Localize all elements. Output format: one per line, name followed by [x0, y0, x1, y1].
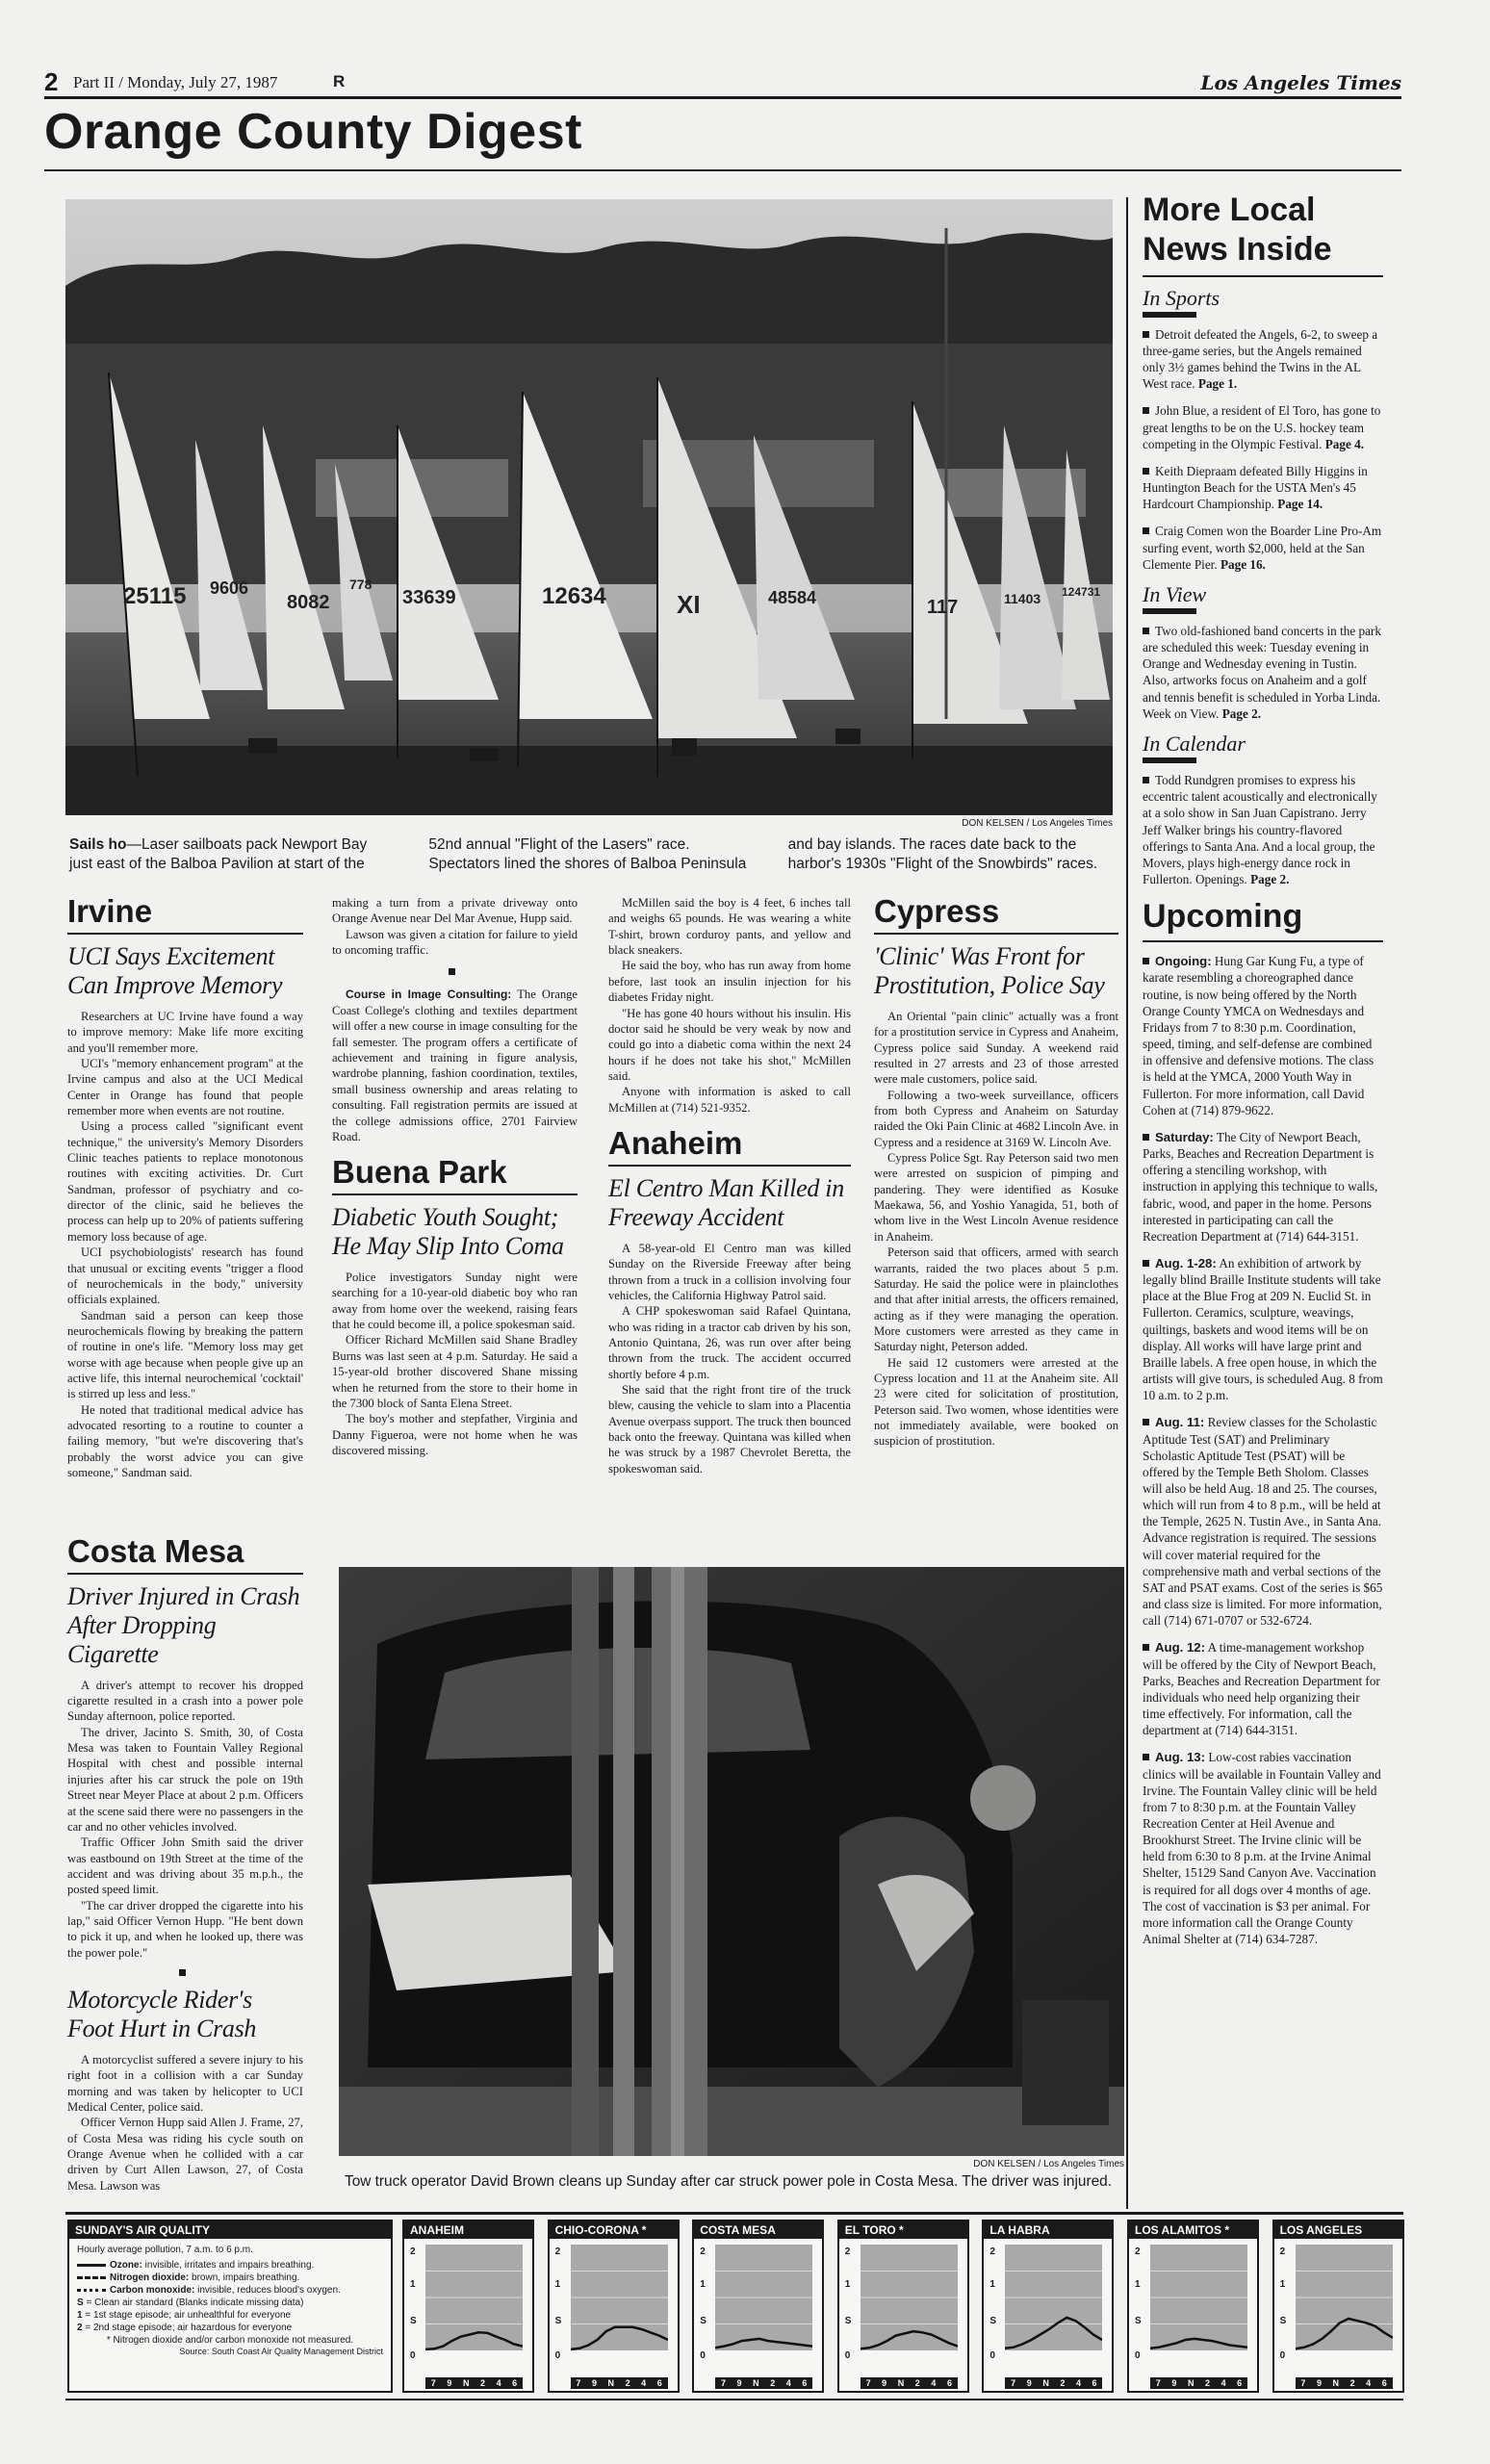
bottom-photo-credit: DON KELSEN / Los Angeles Times — [973, 2159, 1124, 2169]
aq-x-tick: N — [1332, 2378, 1340, 2388]
aq-x-tick: N — [1042, 2378, 1049, 2388]
aq-x-tick: 2 — [914, 2378, 920, 2388]
aq-x-tick: 2 — [1205, 2378, 1211, 2388]
aq-x-tick: 9 — [736, 2378, 742, 2388]
cypress-para: Cypress Police Sgt. Ray Peterson said two men were arrested on suspicion of pimping and pandering. They were identified as Kosuke Maekawa, 56, and Yoshio Yanagida, 51, both of whom live in the West Lincoln Avenue residence in Anaheim. — [874, 1151, 1118, 1244]
aq-x-tick: 4 — [496, 2378, 501, 2388]
title-rule — [44, 169, 1401, 171]
sidebar-item: Keith Diepraam defeated Billy Higgins in Huntington Beach for the USTA Men's 45 Hardcourt Championship. Page 14. — [1143, 463, 1368, 512]
aq-y-tick: 0 — [989, 2350, 995, 2361]
sidebar-title: More Local News Inside — [1143, 191, 1383, 277]
column-2 — [332, 895, 578, 1458]
aq-legend-ozone: Ozone: invisible, irritates and impairs breathing. — [77, 2259, 383, 2272]
aq-y-tick: S — [1279, 2316, 1287, 2326]
aq-x-tick: 7 — [720, 2378, 726, 2388]
aq-plot — [571, 2245, 668, 2364]
aq-x-axis — [425, 2377, 523, 2389]
aq-x-tick: 4 — [1075, 2378, 1081, 2388]
aq-station-name: CHIO-CORONA * — [550, 2221, 678, 2239]
upcoming-item: Saturday: The City of Newport Beach, Parks, Beaches and Recreation Department is offering a stenciling workshop, with instruction in applying this technique to walls, fabric, wood, and paper in the home. Persons interested in participating can call the Recreation Department at (714) 644-3151. — [1143, 1129, 1378, 1244]
aq-x-tick: 7 — [1155, 2378, 1161, 2388]
sidebar-item: Two old-fashioned band concerts in the park are scheduled this week: Tuesday evening in Orange and Wednesday evening in Tustin. Also, artworks focus on Anaheim and a golf and tennis benefit is scheduled in Yorba Linda. Week on View. Page 2. — [1143, 624, 1381, 721]
aq-x-tick: 9 — [882, 2378, 887, 2388]
cypress-head: Cypress — [874, 895, 1118, 935]
anaheim-para: A CHP spokeswoman said Rafael Quintana, who was riding in a tractor cab driven by his son, Antonio Quintana, 26, was run over after being thrown from the truck. The accident occurred shortly before 4 p.m. — [608, 1304, 851, 1381]
sidebar — [1143, 191, 1383, 1958]
aq-y-tick: 1 — [1135, 2279, 1141, 2290]
aq-x-tick: 6 — [512, 2378, 518, 2388]
aq-title: SUNDAY'S AIR QUALITY — [69, 2221, 391, 2239]
bottom-photo-caption: Tow truck operator David Brown cleans up Sunday after car struck power pole in Costa Mesa. The driver was injured. — [345, 2173, 1112, 2190]
aq-station-chart — [548, 2220, 680, 2393]
aq-y-tick: 2 — [1135, 2246, 1141, 2257]
sidebar-item: John Blue, a resident of El Toro, has gone to great lengths to be on the U.S. hockey team competing in the Olympic Festival. Page 4. — [1143, 403, 1381, 451]
irvine-headline: UCI Says Excitement Can Improve Memory — [67, 942, 283, 999]
sail-number: 117 — [927, 597, 959, 618]
costa-mesa-cont-para: Lawson was given a citation for failure to yield to oncoming traffic. — [332, 927, 578, 958]
aq-x-tick: 2 — [1349, 2378, 1355, 2388]
aq-station-chart — [402, 2220, 534, 2393]
aq-x-tick: N — [607, 2378, 615, 2388]
aq-y-tick: 1 — [989, 2279, 995, 2290]
costa-mesa-para: "The car driver dropped the cigarette into his lap," said Officer Vernon Hupp. "He bent down to pick it up, and when he looked up, there was the power pole." — [67, 1898, 303, 1960]
aq-x-tick: 6 — [1092, 2378, 1097, 2388]
buena-park-head: Buena Park — [332, 1156, 578, 1195]
aq-y-tick: 0 — [410, 2350, 416, 2361]
aq-x-tick: 2 — [480, 2378, 486, 2388]
aq-x-tick: 7 — [576, 2378, 581, 2388]
buena-park-cont-para: He said the boy, who has run away from home before, last took an insulin injection for his diabetes Friday night. — [608, 959, 851, 1005]
buena-park-cont-para: Anyone with information is asked to call McMillen at (714) 521-9352. — [608, 1085, 851, 1115]
aq-station-name: EL TORO * — [839, 2221, 967, 2239]
aq-x-tick: 7 — [865, 2378, 871, 2388]
aq-x-axis — [861, 2377, 958, 2389]
in-view-label: In View — [1143, 581, 1207, 606]
aq-y-tick: 2 — [989, 2246, 995, 2257]
sail-number: 9606 — [210, 578, 249, 598]
aq-legend-no2: Nitrogen dioxide: brown, impairs breathing. — [77, 2272, 383, 2284]
sail-number: 33639 — [402, 587, 456, 608]
aq-x-axis — [1296, 2377, 1393, 2389]
aq-legend-co: Carbon monoxide: invisible, reduces blood's oxygen. — [77, 2284, 383, 2297]
sidebar-item: Detroit defeated the Angels, 6-2, to sweep a three-game series, but the Angels remained only 3½ games behind the Twins in the AL West race. Page 1. — [1143, 326, 1378, 392]
section-divider — [332, 963, 578, 981]
course-item — [332, 987, 578, 1144]
top-photo-caption — [69, 835, 1113, 875]
aq-x-tick: 9 — [1026, 2378, 1032, 2388]
aq-y-tick: S — [410, 2316, 417, 2326]
aq-legend-box — [67, 2220, 393, 2393]
aq-x-tick: 4 — [641, 2378, 647, 2388]
aq-plot — [1005, 2245, 1102, 2364]
tow-truck-photo — [339, 1567, 1124, 2156]
aq-y-tick: 1 — [700, 2279, 706, 2290]
aq-x-tick: 4 — [931, 2378, 937, 2388]
aq-source: Source: South Coast Air Quality Management District — [179, 2347, 383, 2356]
aq-plot — [1150, 2245, 1247, 2364]
upcoming-item: Ongoing: Hung Gar Kung Fu, a type of karate resembling a choreographed dance routine, is now being offered by the North Orange County YMCA on Wednesdays and Fridays from 7 to 8:30 p.m. Coordination, speed, timing, and self-defense are combined in offensive and defensive motions. The class is held at the YMCA, 2000 Youth Way in Fullerton. For more information, call David Cohen at (714) 879-9622. — [1143, 954, 1374, 1117]
aq-x-tick: 9 — [1316, 2378, 1322, 2388]
header-rule — [44, 96, 1401, 99]
aq-station-chart — [982, 2220, 1114, 2393]
caption-body: —Laser sailboats pack Newport Bay just east of the Balboa Pavilion at start of the 52nd annual "Flight of the Lasers" race. Spectators lined the shores of Balboa Peninsula and bay islands. The races date back to the harbor's 1930s "Flight of the Snowbirds" races. — [69, 836, 1098, 873]
cypress-section — [874, 895, 1118, 1450]
aq-y-tick: 2 — [554, 2246, 561, 2257]
aq-x-tick: 4 — [1366, 2378, 1372, 2388]
aq-y-tick: 1 — [410, 2279, 416, 2290]
cypress-para: Following a two-week surveillance, officers from both Cypress and Anaheim on Saturday raided the Oki Pain Clinic at 4682 Lincoln Ave. in Cypress and a residence at 3169 W. Lincoln Ave. — [874, 1088, 1118, 1149]
aq-plot — [425, 2245, 523, 2364]
aq-plot — [861, 2245, 958, 2364]
upcoming-title: Upcoming — [1143, 898, 1383, 942]
aq-station-name: LA HABRA — [984, 2221, 1112, 2239]
newspaper-nameplate: Los Angeles Times — [1200, 71, 1401, 94]
column-3 — [608, 895, 851, 1476]
anaheim-headline: El Centro Man Killed in Freeway Accident — [608, 1174, 844, 1231]
upcoming-item: Aug. 12: A time-management workshop will be offered by the City of Newport Beach, Parks, Beaches and Recreation Department for individuals who need help organizing their time effectively. For information, call the department at (714) 644-3151. — [1143, 1640, 1380, 1738]
irvine-head: Irvine — [67, 895, 303, 935]
aq-bottom-rule — [65, 2399, 1403, 2400]
cypress-para: An Oriental "pain clinic" actually was a front for a prostitution service in Cypress and Anaheim, Cypress police said Sunday. A weekend raid resulted in 27 arrests and 23 of those arrested were male customers, police said. — [874, 1009, 1118, 1087]
folio: Part II / Monday, July 27, 1987 — [73, 73, 278, 91]
aq-x-tick: 6 — [946, 2378, 952, 2388]
aq-x-axis — [715, 2377, 812, 2389]
aq-station-chart — [692, 2220, 824, 2393]
sail-number: 11403 — [1004, 591, 1041, 606]
sail-number: 25115 — [123, 583, 187, 609]
aq-station-chart — [1127, 2220, 1259, 2393]
aq-top-rule — [65, 2212, 1403, 2215]
aq-y-tick: S — [554, 2316, 562, 2326]
aq-hours: Hourly average pollution, 7 a.m. to 6 p.m. — [77, 2245, 253, 2255]
in-calendar-label: In Calendar — [1143, 731, 1246, 756]
aq-x-axis — [1150, 2377, 1247, 2389]
aq-x-tick: 4 — [785, 2378, 791, 2388]
sail-number: 778 — [349, 577, 372, 592]
anaheim-head: Anaheim — [608, 1127, 851, 1167]
aq-station-name: COSTA MESA — [694, 2221, 822, 2239]
sidebar-divider — [1126, 197, 1128, 2209]
aq-x-tick: 6 — [802, 2378, 808, 2388]
aq-x-tick: 9 — [591, 2378, 597, 2388]
aq-station-name: LOS ANGELES — [1274, 2221, 1402, 2239]
cypress-para: He said 12 customers were arrested at the Cypress location and 11 at the Anaheim site. All 23 were cited for solicitation of prostitution, Peterson said. Two women, whose identities were not immediately available, were booked on suspicion of prostitution. — [874, 1355, 1118, 1449]
aq-scale-2: 2 = 2nd stage episode; air hazardous for everyone — [77, 2323, 293, 2333]
aq-y-tick: 0 — [700, 2350, 706, 2361]
irvine-para: Sandman said a person can keep those neurochemicals flowing by breaking the pattern of routine in one's life. "Memory loss may get worse with age because when people give up an active life, this internal neurochemical 'cocktail' is stirred up less and less." — [67, 1308, 303, 1401]
aq-x-tick: N — [753, 2378, 759, 2388]
edition-mark: R — [333, 72, 346, 90]
anaheim-para: She said that the right front tire of the truck blew, causing the vehicle to slam into a Placentia Avenue overpass support. The truck then bounced back onto the freeway. Quintana was killed when he was struck by a 1987 Chevrolet Beretta, the spokeswoman said. — [608, 1383, 851, 1476]
anaheim-para: A 58-year-old El Centro man was killed Sunday on the Riverside Freeway after being thrown from a truck in a collision involving four vehicles, the California Highway Patrol said. — [608, 1241, 851, 1302]
course-lead: Course in Image Consulting: — [346, 988, 512, 1002]
upcoming-item: Aug. 11: Review classes for the Scholastic Aptitude Test (SAT) and Preliminary Scholastic Aptitude Test (PSAT) will be offered by the Temple Beth Sholom. Classes will also be held Aug. 18 and 25. The courses, which will run from 4 to 8 p.m., will be held at the Temple, 2625 N. Tustin Ave., in Santa Ana. Advance registration is required. The sessions will cover material required for the comprehensive math and verbal sections of the SAT and PSAT exams. Cost of the series is $65 and class size is limited. For more information, call (714) 671-0707 or 532-6724. — [1143, 1415, 1383, 1629]
rule-bar — [1143, 608, 1196, 614]
aq-x-tick: 2 — [770, 2378, 776, 2388]
aq-y-tick: 2 — [410, 2246, 416, 2257]
aq-plot — [1296, 2245, 1393, 2364]
aq-y-tick: S — [700, 2316, 706, 2326]
sailboats-photo — [65, 199, 1113, 815]
sail-number: 8082 — [287, 592, 330, 613]
aq-plot — [715, 2245, 812, 2364]
aq-y-tick: S — [989, 2316, 997, 2326]
irvine-para: Researchers at UC Irvine have found a way to improve memory: Make life more exciting and you'll remember more. — [67, 1009, 303, 1055]
aq-x-tick: 9 — [1171, 2378, 1177, 2388]
irvine-section — [67, 895, 303, 1481]
aq-station-name: ANAHEIM — [404, 2221, 532, 2239]
irvine-para: Using a process called "significant event technique," the university's Memory Disorders Clinic teaches patients to replace monotonous routines with exciting activities. Dr. Curt Sandman, professor of psychiatry and co-director of the clinic, said he believes the process can help up to 20% of patients suffering memory loss because of age. — [67, 1119, 303, 1244]
aq-x-tick: 7 — [430, 2378, 436, 2388]
sail-number: 124731 — [1062, 585, 1101, 599]
costa-mesa-para: The driver, Jacinto S. Smith, 30, of Costa Mesa was taken to Fountain Valley Regional Hospital with chest and possible internal injuries after his car struck the pole on 19th Street near Meyer Place at about 2 p.m. Officers at the scene said there were no passengers in the car and no other vehicles involved. — [67, 1725, 303, 1834]
costa-mesa-para: A driver's attempt to recover his dropped cigarette resulted in a crash into a power pole Sunday afternoon, police reported. — [67, 1678, 303, 1724]
sail-number: 12634 — [542, 583, 606, 609]
aq-y-tick: 2 — [844, 2246, 851, 2257]
sail-number: 48584 — [768, 588, 817, 607]
costa-mesa-head: Costa Mesa — [67, 1535, 303, 1575]
aq-y-tick: 0 — [1135, 2350, 1141, 2361]
aq-x-tick: N — [897, 2378, 905, 2388]
buena-park-para: Police investigators Sunday night were searching for a 10-year-old diabetic boy who ran away from home over the weekend, raising fears that he could become ill, a police spokesman said. — [332, 1270, 578, 1332]
aq-x-axis — [1005, 2377, 1102, 2389]
aq-footnote: * Nitrogen dioxide and/or carbon monoxide not measured. — [106, 2335, 354, 2346]
aq-y-tick: S — [1135, 2316, 1142, 2326]
caption-lead: Sails ho — [69, 836, 127, 853]
aq-x-tick: 2 — [625, 2378, 630, 2388]
aq-x-tick: 7 — [1300, 2378, 1306, 2388]
buena-park-cont-para: McMillen said the boy is 4 feet, 6 inches tall and weighs 65 pounds. He was wearing a white T-shirt, brown corduroy pants, and yellow and black sneakers. — [608, 896, 851, 958]
aq-y-tick: 0 — [554, 2350, 561, 2361]
aq-y-tick: 0 — [844, 2350, 851, 2361]
page-number: 2 — [44, 67, 59, 96]
page-header — [44, 65, 1401, 98]
aq-scale-1: 1 = 1st stage episode; air unhealthful for everyone — [77, 2310, 292, 2321]
costa-mesa-headline-2: Motorcycle Rider's Foot Hurt in Crash — [67, 1986, 257, 2043]
course-body: The Orange Coast College's clothing and textiles department will offer a new course in image consulting for the fall semester. The program offers a certificate of achievement and training in figure analysis, wardrobe planning, fashion coordination, textiles, small business ownership and areas relating to consulting. Fall registration permits are issued at the college admissions office, 2701 Fairview Road. — [332, 988, 578, 1143]
aq-x-tick: N — [462, 2378, 470, 2388]
sidebar-item: Todd Rundgren promises to express his eccentric talent acoustically and electronically at a solo show in San Juan Capistrano. Jerry Jeff Walker brings his country-flavored offerings to Santa Ana. And a local group, the Movers, plays high-energy dance rock in Fullerton. Openings. Page 2. — [1143, 773, 1377, 887]
tow-truck-photo-art — [339, 1567, 1124, 2156]
aq-x-tick: 7 — [1011, 2378, 1016, 2388]
costa-mesa-para: Officer Vernon Hupp said Allen J. Frame, 27, of Costa Mesa was riding his cycle south on Orange Avenue when he collided with a car driven by Curt Allen Lawson, 27, of Costa Mesa. Lawson was — [67, 2116, 303, 2193]
costa-mesa-para: A motorcyclist suffered a severe injury to his right foot in a collision with a car Sunday morning and was taken by helicopter to UCI Medical Center, police said. — [67, 2052, 303, 2114]
rule-bar — [1143, 312, 1196, 318]
aq-station-chart — [1272, 2220, 1404, 2393]
aq-y-tick: 0 — [1279, 2350, 1286, 2361]
costa-mesa-headline-1: Driver Injured in Crash After Dropping Cigarette — [67, 1582, 300, 1668]
section-title: Orange County Digest — [44, 104, 582, 160]
aq-x-axis — [571, 2377, 668, 2389]
sail-number: XI — [677, 590, 701, 619]
upcoming-item: Aug. 1-28: An exhibition of artwork by legally blind Braille Institute students will take place at the Blue Frog at 209 N. Euclid St. in Fullerton. Ceramics, sculpture, weavings, quiltings, baskets and wood items will be on display. All works will have large print and Braille labels. A free open house, in which the artists will give tours, is scheduled Aug. 8 from 10 a.m. to 2 p.m. — [1143, 1255, 1383, 1403]
buena-park-cont-para: "He has gone 40 hours without his insulin. His doctor said he should be very weak by now and could go into a diabetic coma within the next 24 hours if he does not take his shot," McMillen said. — [608, 1006, 851, 1083]
buena-park-headline: Diabetic Youth Sought; He May Slip Into Coma — [332, 1203, 564, 1261]
aq-x-tick: 9 — [447, 2378, 452, 2388]
aq-y-tick: 2 — [1279, 2246, 1286, 2257]
aq-y-tick: S — [844, 2316, 852, 2326]
aq-x-tick: N — [1187, 2378, 1195, 2388]
cypress-headline: 'Clinic' Was Front for Prostitution, Police Say — [874, 942, 1105, 999]
rule-bar — [1143, 757, 1196, 763]
upcoming-item: Aug. 13: Low-cost rabies vaccination clinics will be available in Fountain Valley and Irvine. The Fountain Valley clinic will be held from 7 to 8:30 p.m. at the Fountain Valley Recreation Center at Heil Avenue and Brookhurst Street. The Irvine clinic will be held from 6:30 to 8 p.m. at the Irvine Animal Shelter, 15129 Sand Canyon Ave. Vaccination is required for all dogs over 4 months of age. The cost of vaccination is $3 per animal. For more information call the Orange County Animal Shelter at (714) 634-7287. — [1143, 1750, 1381, 1947]
aq-y-tick: 2 — [700, 2246, 706, 2257]
aq-x-tick: 6 — [656, 2378, 662, 2388]
sidebar-item: Craig Comen won the Boarder Line Pro-Am surfing event, worth $2,000, held at the San Clemente Pier. Page 16. — [1143, 524, 1382, 572]
buena-park-para: Officer Richard McMillen said Shane Bradley Burns was last seen at 4 p.m. Saturday. He said a 15-year-old brother discovered Shane missing when he returned from the store to their home in the 7300 block of Santa Elena Street. — [332, 1333, 578, 1410]
aq-station-chart — [837, 2220, 969, 2393]
aq-x-tick: 2 — [1060, 2378, 1066, 2388]
irvine-para: UCI's "memory enhancement program" at the Irvine campus and also at the UCI Medical Center in Orange has found that people remember more when events are not routine. — [67, 1056, 303, 1117]
aq-scale-s: S = Clean air standard (Blanks indicate missing data) — [77, 2297, 304, 2308]
aq-y-tick: 1 — [844, 2279, 851, 2290]
sailboats-photo-art — [65, 199, 1113, 815]
costa-mesa-para: Traffic Officer John Smith said the driver was eastbound on 19th Street at the time of the accident and was driving about 35 m.p.h., the posted speed limit. — [67, 1835, 303, 1897]
section-divider — [67, 1964, 303, 1982]
in-sports-label: In Sports — [1143, 285, 1220, 310]
aq-x-tick: 6 — [1381, 2378, 1387, 2388]
irvine-para: UCI psychobiologists' research has found that unusual or exciting events "trigger a flood of neurochemicals in the body," university officials explained. — [67, 1245, 303, 1307]
aq-station-name: LOS ALAMITOS * — [1129, 2221, 1257, 2239]
buena-park-para: The boy's mother and stepfather, Virginia and Danny Figueroa, were not home when he was discovered missing. — [332, 1412, 578, 1457]
costa-mesa-cont-para: making a turn from a private driveway onto Orange Avenue near Del Mar Avenue, Hupp said. — [332, 896, 578, 926]
irvine-para: He noted that traditional medical advice has advocated resorting to a routine to counter a failing memory, "but we're discovering that's probably the worst advice you can give someone," Sandman said. — [67, 1402, 303, 1480]
aq-x-tick: 4 — [1220, 2378, 1226, 2388]
aq-y-tick: 1 — [1279, 2279, 1286, 2290]
aq-y-tick: 1 — [554, 2279, 561, 2290]
costa-mesa-section — [67, 1535, 303, 2194]
top-photo-credit: DON KELSEN / Los Angeles Times — [962, 818, 1113, 829]
aq-x-tick: 6 — [1237, 2378, 1243, 2388]
cypress-para: Peterson said that officers, armed with search warrants, raided the two places about 5 p.m. Saturday. He said the police were in plainclothes and that after initial arrests, the officers remained, acting as if they were managing the operation. More customers were arrested as they came in Saturday night, Peterson added. — [874, 1245, 1118, 1354]
